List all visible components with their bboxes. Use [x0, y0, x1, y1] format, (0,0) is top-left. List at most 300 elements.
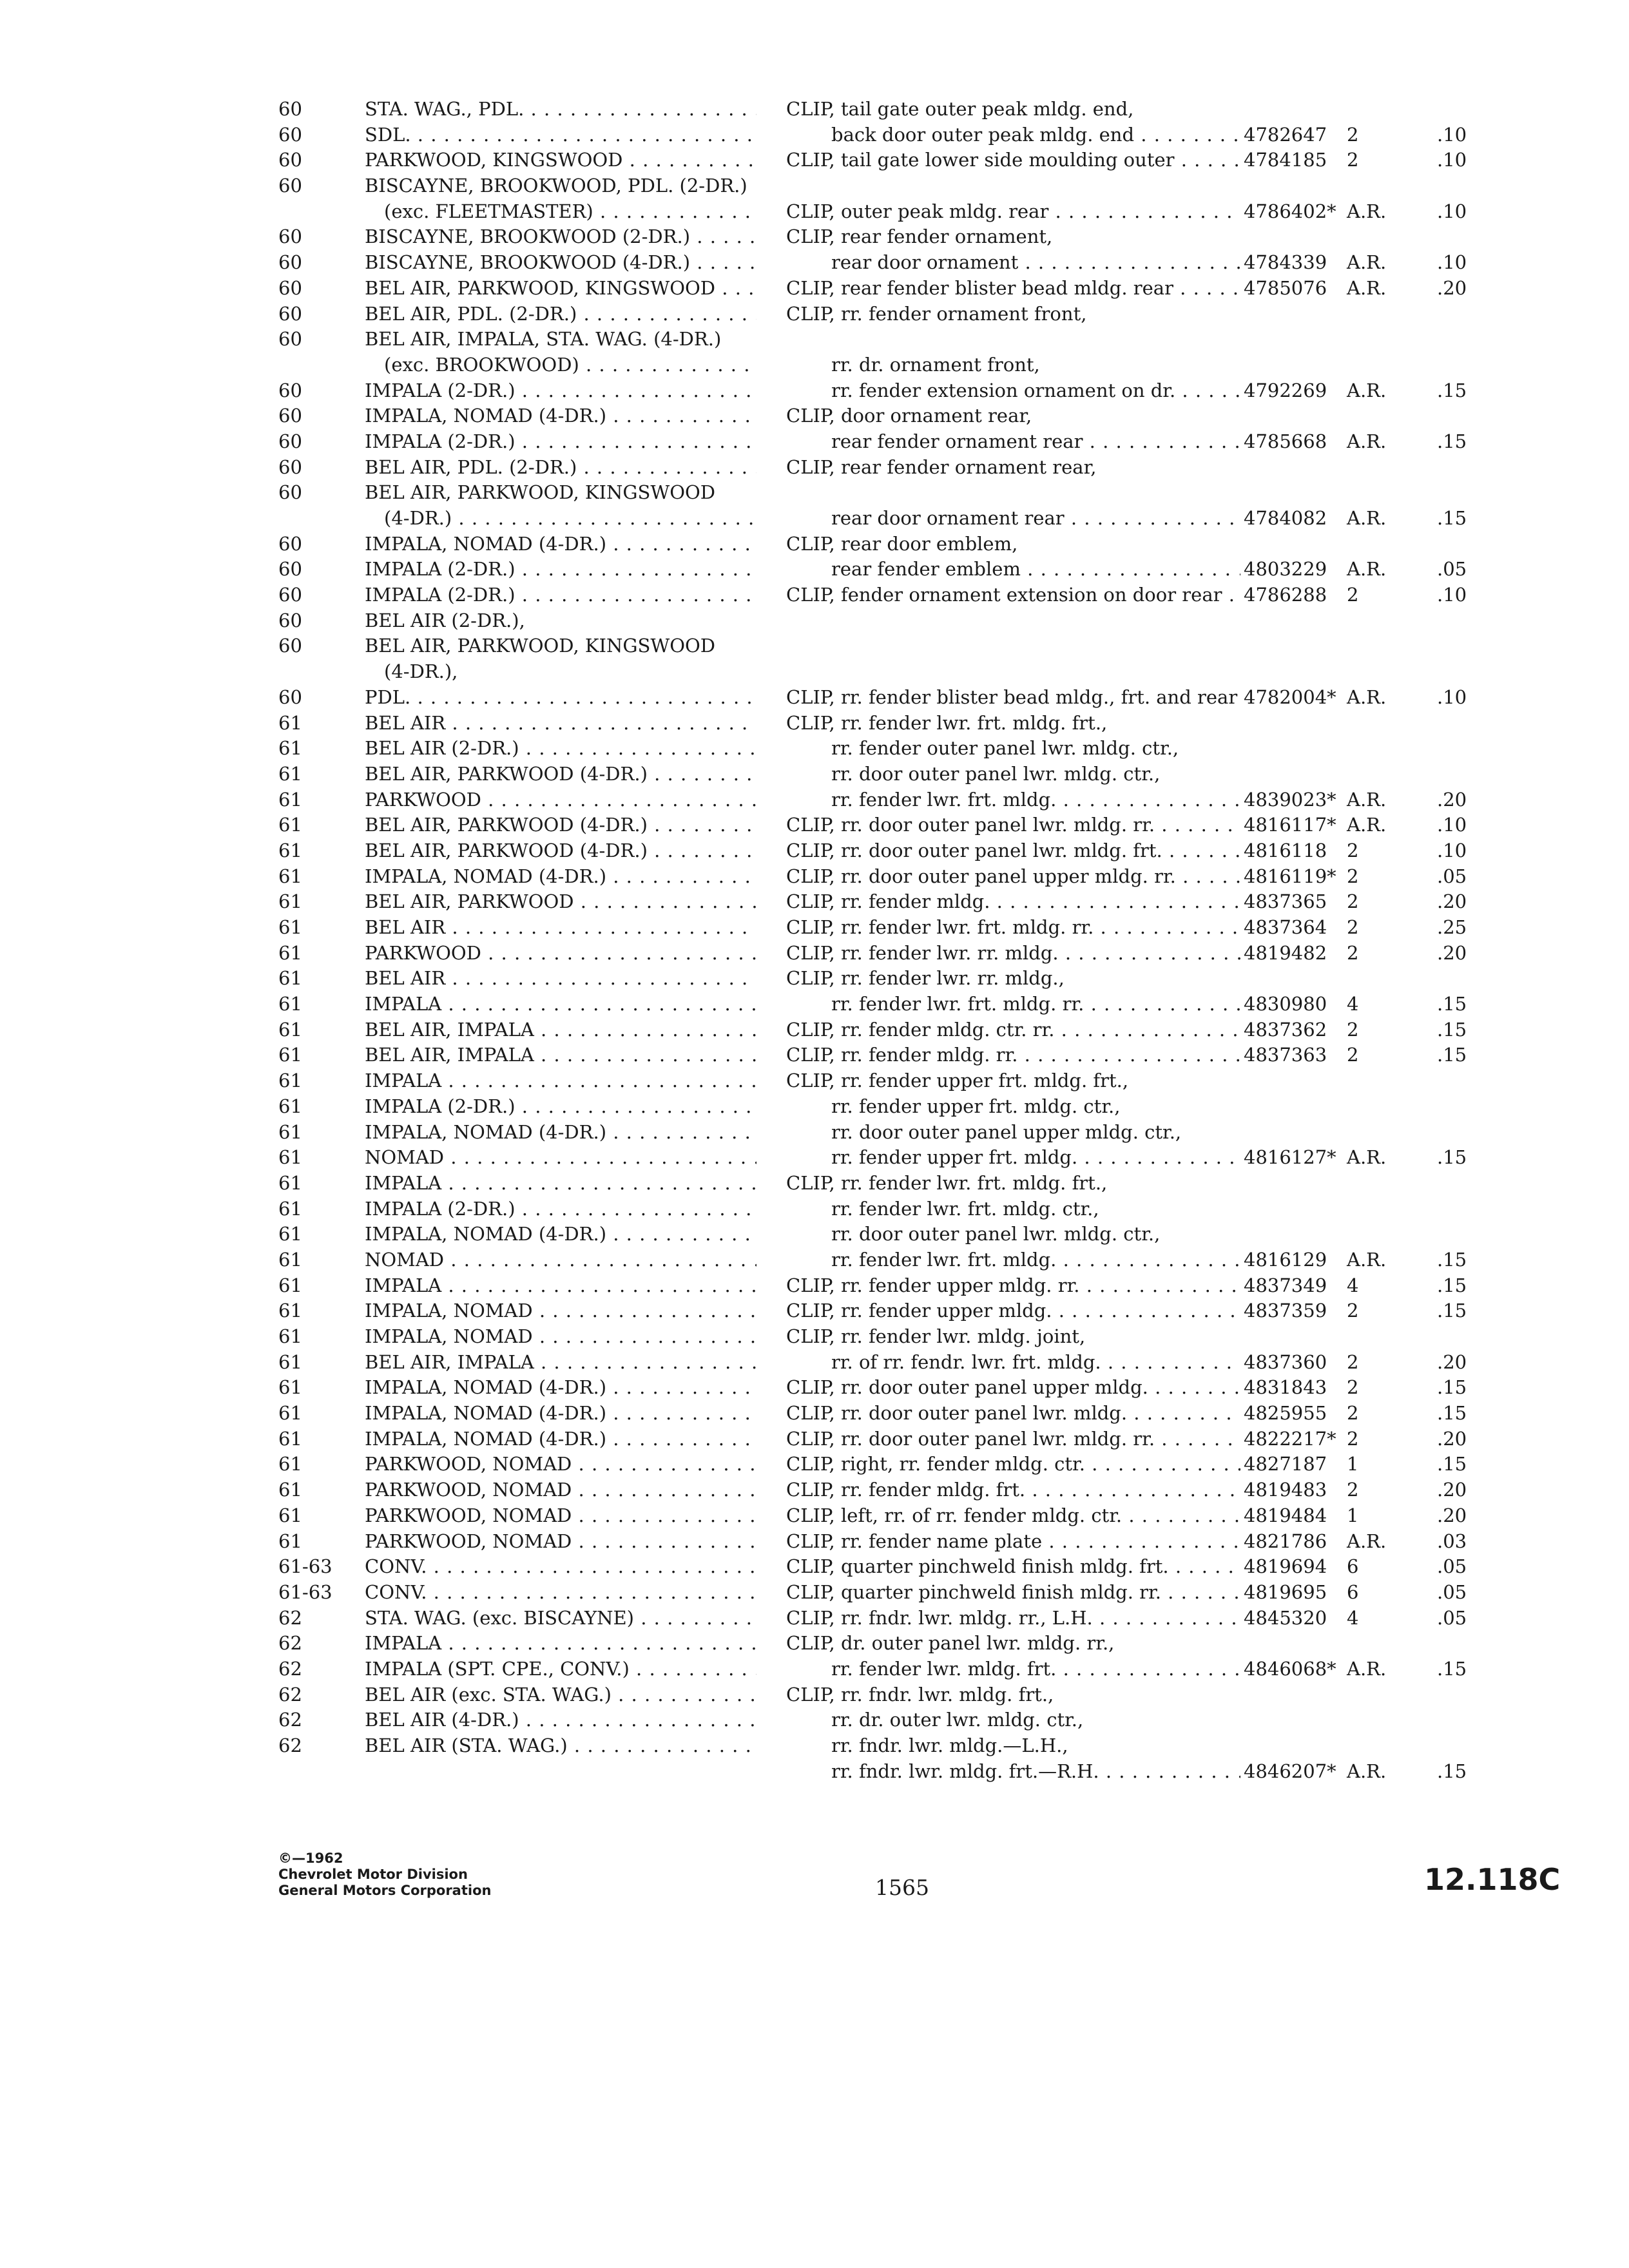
table-row: [0, 250, 1629, 276]
quantity-cell: 2: [1347, 1044, 1359, 1066]
price-cell: .15: [1437, 507, 1467, 529]
part-number-cell: 4784339: [1244, 251, 1327, 274]
description-cell: CLIP, rr. fender mldg. . . .: [786, 889, 1240, 915]
part-number-cell: 4784082: [1244, 507, 1327, 529]
table-row: [0, 966, 1629, 992]
model-cell: IMPALA (2-DR.) . . .: [365, 429, 757, 455]
copyright-year: ©—1962: [278, 1850, 343, 1866]
description-cell: CLIP, rr. fender ornament front,: [786, 302, 1087, 325]
quantity-cell: A.R.: [1347, 507, 1387, 529]
model-cell: IMPALA . . .: [365, 1273, 757, 1299]
model-cell: IMPALA, NOMAD (4-DR.) . . .: [365, 532, 757, 557]
table-row: [0, 148, 1629, 173]
quantity-cell: 2: [1347, 941, 1359, 964]
year-cell: 61: [278, 1402, 302, 1425]
quantity-cell: A.R.: [1347, 1248, 1387, 1271]
model-cell: BEL AIR . . .: [365, 915, 757, 941]
table-row: [0, 992, 1629, 1017]
part-number-cell: 4837362: [1244, 1018, 1327, 1041]
year-cell: 61-63: [278, 1555, 333, 1578]
quantity-cell: A.R.: [1347, 1760, 1387, 1782]
model-cell: BEL AIR, IMPALA . . .: [365, 1043, 757, 1068]
description-cell: rear fender ornament rear . . .: [831, 429, 1240, 455]
model-cell: BISCAYNE, BROOKWOOD (4-DR.) . . .: [365, 250, 757, 276]
quantity-cell: A.R.: [1347, 430, 1387, 452]
price-cell: .10: [1437, 584, 1467, 606]
description-cell: rr. fender upper frt. mldg. ctr.,: [831, 1095, 1121, 1117]
year-cell: 62: [278, 1735, 302, 1756]
model-cell: STA. WAG., PDL. . . .: [365, 97, 757, 122]
year-cell: 62: [278, 1632, 302, 1655]
description-cell: CLIP, dr. outer panel lwr. mldg. rr.,: [786, 1632, 1115, 1655]
part-number-cell: 4782004*: [1244, 686, 1336, 708]
table-row: [0, 787, 1629, 813]
model-cell: PARKWOOD, NOMAD . . .: [365, 1477, 757, 1503]
description-cell: CLIP, door ornament rear,: [786, 405, 1032, 427]
section-number: 12.118C: [1424, 1862, 1561, 1897]
quantity-cell: A.R.: [1347, 1146, 1387, 1169]
model-cell: CONV. . . .: [365, 1554, 757, 1580]
year-cell: 60: [278, 405, 302, 427]
description-cell: CLIP, rr. door outer panel lwr. mldg. frt. . . .: [786, 838, 1240, 864]
model-cell: CONV. . . .: [365, 1580, 757, 1606]
table-row: [0, 889, 1629, 915]
price-cell: .15: [1437, 1657, 1467, 1680]
description-cell: CLIP, rr. fender mldg. frt. . . .: [786, 1477, 1240, 1503]
model-cell: BEL AIR (STA. WAG.) . . .: [365, 1733, 757, 1759]
description-cell: CLIP, fender ornament extension on door rear . . .: [786, 582, 1240, 608]
quantity-cell: 4: [1347, 1274, 1359, 1296]
table-row: [0, 1171, 1629, 1196]
table-row: [0, 1529, 1629, 1555]
table-row: [0, 1375, 1629, 1401]
description-cell: CLIP, rr. fender mldg. ctr. rr. . . .: [786, 1017, 1240, 1043]
table-row: [0, 429, 1629, 455]
description-cell: CLIP, quarter pinchweld finish mldg. frt. . . .: [786, 1554, 1240, 1580]
year-cell: 61: [278, 1070, 302, 1092]
table-row: [0, 1477, 1629, 1503]
quantity-cell: 6: [1347, 1555, 1359, 1578]
part-number-cell: 4792269: [1244, 379, 1327, 401]
year-cell: 60: [278, 609, 302, 631]
price-cell: .05: [1437, 1606, 1467, 1629]
model-cell: BEL AIR (4-DR.) . . .: [365, 1707, 757, 1733]
table-row: [0, 1631, 1629, 1657]
description-cell: CLIP, rr. door outer panel lwr. mldg. . . .: [786, 1401, 1240, 1427]
table-row: [0, 352, 1629, 378]
model-cell: PARKWOOD, NOMAD . . .: [365, 1529, 757, 1555]
model-cell: BEL AIR, PARKWOOD (4-DR.) . . .: [365, 762, 757, 787]
table-row: [0, 582, 1629, 608]
price-cell: .03: [1437, 1530, 1467, 1552]
price-cell: .05: [1437, 1581, 1467, 1603]
year-cell: 61: [278, 1530, 302, 1552]
model-cell: IMPALA (2-DR.) . . .: [365, 557, 757, 582]
part-number-cell: 4816129: [1244, 1248, 1327, 1271]
table-row: [0, 1196, 1629, 1222]
price-cell: .10: [1437, 149, 1467, 171]
model-cell: (4-DR.) . . .: [384, 506, 757, 532]
model-cell: PARKWOOD, NOMAD . . .: [365, 1452, 757, 1477]
part-number-cell: 4816118: [1244, 839, 1327, 861]
table-row: [0, 736, 1629, 762]
quantity-cell: 2: [1347, 1018, 1359, 1041]
year-cell: 60: [278, 430, 302, 452]
year-cell: 61: [278, 1018, 302, 1041]
model-cell: PARKWOOD . . .: [365, 941, 757, 966]
model-cell: IMPALA, NOMAD (4-DR.) . . .: [365, 1401, 757, 1427]
description-cell: CLIP, rear fender blister bead mldg. rear . . .: [786, 276, 1240, 302]
table-row: [0, 633, 1629, 659]
division-name: Chevrolet Motor Division: [278, 1867, 468, 1882]
description-cell: rear door ornament rear . . .: [831, 506, 1240, 532]
price-cell: .15: [1437, 1402, 1467, 1425]
description-cell: rr. door outer panel lwr. mldg. ctr.,: [831, 762, 1161, 785]
part-number-cell: 4785076: [1244, 276, 1327, 299]
table-row: [0, 1145, 1629, 1171]
description-cell: rr. fender extension ornament on dr. . . .: [831, 378, 1240, 404]
year-cell: 62: [278, 1657, 302, 1680]
model-cell: STA. WAG. (exc. BISCAYNE) . . .: [365, 1606, 757, 1631]
part-number-cell: 4785668: [1244, 430, 1327, 452]
year-cell: 60: [278, 123, 302, 146]
part-number-cell: 4816117*: [1244, 814, 1336, 836]
part-number-cell: 4837360: [1244, 1350, 1327, 1373]
table-row: [0, 1273, 1629, 1299]
price-cell: .05: [1437, 865, 1467, 887]
year-cell: 61: [278, 1427, 302, 1450]
part-number-cell: 4819695: [1244, 1581, 1327, 1603]
description-cell: CLIP, rr. door outer panel upper mldg. . . .: [786, 1375, 1240, 1401]
year-cell: 61: [278, 762, 302, 785]
description-cell: CLIP, rr. fender blister bead mldg., frt. and rear . . .: [786, 685, 1240, 711]
quantity-cell: 4: [1347, 993, 1359, 1015]
year-cell: 60: [278, 532, 302, 555]
price-cell: .20: [1437, 1427, 1467, 1450]
price-cell: .20: [1437, 890, 1467, 913]
part-number-cell: 4837359: [1244, 1300, 1327, 1322]
model-cell: BEL AIR, PDL. (2-DR.) . . .: [365, 302, 757, 327]
model-cell: BEL AIR, PARKWOOD . . .: [365, 889, 757, 915]
quantity-cell: 1: [1347, 1453, 1359, 1475]
year-cell: 61: [278, 1146, 302, 1169]
year-cell: 60: [278, 481, 302, 504]
description-cell: CLIP, right, rr. fender mldg. ctr. . . .: [786, 1452, 1240, 1477]
description-cell: rr. fender lwr. frt. mldg. rr. . . .: [831, 992, 1240, 1017]
table-row: [0, 1554, 1629, 1580]
table-row: [0, 941, 1629, 966]
year-cell: 60: [278, 635, 302, 657]
table-row: [0, 199, 1629, 225]
price-cell: .10: [1437, 123, 1467, 146]
table-row: [0, 557, 1629, 582]
table-row: [0, 1682, 1629, 1708]
description-cell: rr. dr. outer lwr. mldg. ctr.,: [831, 1709, 1084, 1731]
quantity-cell: A.R.: [1347, 1530, 1387, 1552]
table-row: [0, 1222, 1629, 1247]
copyright-block: [278, 1850, 491, 1899]
description-cell: rear door ornament . . .: [831, 250, 1240, 276]
price-cell: .10: [1437, 251, 1467, 274]
table-row: [0, 1068, 1629, 1094]
table-row: [0, 1733, 1629, 1759]
model-cell: IMPALA, NOMAD (4-DR.) . . .: [365, 1375, 757, 1401]
model-cell: SDL. . . .: [365, 122, 757, 148]
table-row: [0, 762, 1629, 787]
model-cell: BEL AIR, PARKWOOD (4-DR.) . . .: [365, 812, 757, 838]
table-row: [0, 455, 1629, 481]
year-cell: 61: [278, 1044, 302, 1066]
table-row: [0, 1094, 1629, 1120]
year-cell: 60: [278, 302, 302, 325]
description-cell: rr. fender upper frt. mldg. . . .: [831, 1145, 1240, 1171]
price-cell: .05: [1437, 558, 1467, 581]
table-row: [0, 1043, 1629, 1068]
description-cell: rr. fender lwr. mldg. frt. . . .: [831, 1657, 1240, 1682]
quantity-cell: 1: [1347, 1504, 1359, 1526]
table-row: [0, 608, 1629, 634]
model-cell: BEL AIR, IMPALA . . .: [365, 1350, 757, 1376]
price-cell: .15: [1437, 379, 1467, 401]
model-cell: IMPALA, NOMAD (4-DR.) . . .: [365, 1427, 757, 1452]
description-cell: CLIP, outer peak mldg. rear . . .: [786, 199, 1240, 225]
model-cell: BEL AIR, IMPALA, STA. WAG. (4-DR.): [365, 328, 722, 351]
price-cell: .15: [1437, 1453, 1467, 1475]
description-cell: CLIP, rr. fndr. lwr. mldg. frt.,: [786, 1683, 1054, 1706]
price-cell: .10: [1437, 686, 1467, 708]
model-cell: (exc. BROOKWOOD) . . .: [384, 352, 757, 378]
table-row: [0, 302, 1629, 327]
table-row: [0, 1120, 1629, 1146]
year-cell: 61: [278, 814, 302, 836]
table-row: [0, 173, 1629, 199]
part-number-cell: 4837365: [1244, 890, 1327, 913]
year-cell: 61: [278, 1479, 302, 1501]
quantity-cell: 2: [1347, 1376, 1359, 1399]
corporation-name: General Motors Corporation: [278, 1883, 492, 1898]
part-number-cell: 4819483: [1244, 1479, 1327, 1501]
part-number-cell: 4830980: [1244, 993, 1327, 1015]
part-number-cell: 4831843: [1244, 1376, 1327, 1399]
year-cell: 61: [278, 916, 302, 938]
description-cell: rr. fender lwr. frt. mldg. . . .: [831, 1247, 1240, 1273]
model-cell: IMPALA, NOMAD (4-DR.) . . .: [365, 1222, 757, 1247]
year-cell: 61: [278, 1197, 302, 1220]
quantity-cell: 2: [1347, 916, 1359, 938]
model-cell: BEL AIR, IMPALA . . .: [365, 1017, 757, 1043]
description-cell: rr. door outer panel upper mldg. ctr.,: [831, 1120, 1182, 1143]
description-cell: CLIP, tail gate outer peak mldg. end,: [786, 98, 1134, 120]
table-row: [0, 480, 1629, 506]
model-cell: BEL AIR, PARKWOOD, KINGSWOOD: [365, 635, 716, 657]
table-row: [0, 838, 1629, 864]
quantity-cell: 2: [1347, 1300, 1359, 1322]
description-cell: rr. dr. ornament front,: [831, 353, 1040, 376]
model-cell: IMPALA, NOMAD (4-DR.) . . .: [365, 1120, 757, 1146]
year-cell: 60: [278, 251, 302, 274]
description-cell: rr. fender lwr. frt. mldg. . . .: [831, 787, 1240, 813]
description-cell: rr. fndr. lwr. mldg. frt.—R.H. . . .: [831, 1759, 1240, 1785]
part-number-cell: 4819484: [1244, 1504, 1327, 1526]
model-cell: NOMAD . . .: [365, 1145, 757, 1171]
table-row: [0, 659, 1629, 685]
part-number-cell: 4837349: [1244, 1274, 1327, 1296]
model-cell: IMPALA (2-DR.) . . .: [365, 1094, 757, 1120]
price-cell: .15: [1437, 993, 1467, 1015]
year-cell: 61: [278, 967, 302, 990]
description-cell: rr. of rr. fendr. lwr. frt. mldg. . . .: [831, 1350, 1240, 1376]
table-row: [0, 506, 1629, 532]
description-cell: CLIP, rr. fender lwr. mldg. joint,: [786, 1325, 1086, 1347]
model-cell: (4-DR.),: [384, 660, 458, 683]
year-cell: 61: [278, 1171, 302, 1194]
table-row: [0, 1427, 1629, 1452]
table-row: [0, 224, 1629, 250]
quantity-cell: 2: [1347, 123, 1359, 146]
year-cell: 60: [278, 226, 302, 248]
description-cell: CLIP, rr. fender mldg. rr. . . .: [786, 1043, 1240, 1068]
description-cell: CLIP, tail gate lower side moulding outer . . .: [786, 148, 1240, 173]
model-cell: BEL AIR . . .: [365, 711, 757, 736]
year-cell: 61: [278, 1223, 302, 1245]
model-cell: IMPALA, NOMAD (4-DR.) . . .: [365, 403, 757, 429]
table-row: [0, 378, 1629, 404]
quantity-cell: A.R.: [1347, 379, 1387, 401]
part-number-cell: 4822217*: [1244, 1427, 1336, 1450]
parts-list: [0, 97, 1629, 1784]
part-number-cell: 4784185: [1244, 149, 1327, 171]
year-cell: 60: [278, 276, 302, 299]
description-cell: back door outer peak mldg. end . . .: [831, 122, 1240, 148]
quantity-cell: A.R.: [1347, 558, 1387, 581]
part-number-cell: 4825955: [1244, 1402, 1327, 1425]
model-cell: BEL AIR, PARKWOOD (4-DR.) . . .: [365, 838, 757, 864]
table-row: [0, 1503, 1629, 1529]
description-cell: CLIP, rr. fender lwr. frt. mldg. frt.,: [786, 711, 1108, 734]
table-row: [0, 1606, 1629, 1631]
model-cell: IMPALA (2-DR.) . . .: [365, 378, 757, 404]
price-cell: .25: [1437, 916, 1467, 938]
description-cell: CLIP, rr. fender lwr. frt. mldg. frt.,: [786, 1171, 1108, 1194]
model-cell: IMPALA, NOMAD . . .: [365, 1324, 757, 1350]
model-cell: IMPALA, NOMAD (4-DR.) . . .: [365, 864, 757, 890]
description-cell: CLIP, rear fender ornament rear,: [786, 456, 1097, 478]
year-cell: 62: [278, 1683, 302, 1706]
description-cell: CLIP, left, rr. of rr. fender mldg. ctr. . . .: [786, 1503, 1240, 1529]
part-number-cell: 4803229: [1244, 558, 1327, 581]
model-cell: BISCAYNE, BROOKWOOD (2-DR.) . . .: [365, 224, 757, 250]
year-cell: 61: [278, 1274, 302, 1296]
quantity-cell: A.R.: [1347, 788, 1387, 811]
price-cell: .20: [1437, 276, 1467, 299]
quantity-cell: 2: [1347, 839, 1359, 861]
part-number-cell: 4819482: [1244, 941, 1327, 964]
year-cell: 61: [278, 1248, 302, 1271]
price-cell: .15: [1437, 1376, 1467, 1399]
year-cell: 62: [278, 1606, 302, 1629]
quantity-cell: A.R.: [1347, 251, 1387, 274]
page-number: 1565: [875, 1875, 929, 1900]
table-row: [0, 1247, 1629, 1273]
description-cell: rr. door outer panel lwr. mldg. ctr.,: [831, 1223, 1161, 1245]
table-row: [0, 685, 1629, 711]
quantity-cell: 2: [1347, 1402, 1359, 1425]
description-cell: CLIP, rr. fender lwr. frt. mldg. rr. . . .: [786, 915, 1240, 941]
price-cell: .10: [1437, 814, 1467, 836]
year-cell: 61: [278, 839, 302, 861]
year-cell: 60: [278, 686, 302, 708]
price-cell: .10: [1437, 839, 1467, 861]
table-row: [0, 1298, 1629, 1324]
table-row: [0, 403, 1629, 429]
part-number-cell: 4845320: [1244, 1606, 1327, 1629]
description-cell: CLIP, rr. door outer panel lwr. mldg. rr. . . .: [786, 1427, 1240, 1452]
year-cell: 60: [278, 584, 302, 606]
table-row: [0, 1452, 1629, 1477]
table-row: [0, 327, 1629, 352]
price-cell: .20: [1437, 1479, 1467, 1501]
quantity-cell: A.R.: [1347, 200, 1387, 222]
description-cell: CLIP, rr. fender upper mldg. rr. . . .: [786, 1273, 1240, 1299]
price-cell: .15: [1437, 430, 1467, 452]
table-row: [0, 1580, 1629, 1606]
description-cell: CLIP, rear fender ornament,: [786, 226, 1053, 248]
year-cell: 61: [278, 1350, 302, 1373]
quantity-cell: 6: [1347, 1581, 1359, 1603]
year-cell: 62: [278, 1709, 302, 1731]
quantity-cell: 2: [1347, 584, 1359, 606]
quantity-cell: A.R.: [1347, 814, 1387, 836]
year-cell: 60: [278, 175, 302, 197]
table-row: [0, 1657, 1629, 1682]
year-cell: 61-63: [278, 1581, 333, 1603]
table-row: [0, 915, 1629, 941]
table-row: [0, 1017, 1629, 1043]
year-cell: 61: [278, 1376, 302, 1399]
year-cell: 60: [278, 98, 302, 120]
price-cell: .15: [1437, 1248, 1467, 1271]
table-row: [0, 122, 1629, 148]
model-cell: IMPALA, NOMAD . . .: [365, 1298, 757, 1324]
quantity-cell: 2: [1347, 1479, 1359, 1501]
year-cell: 61: [278, 1325, 302, 1347]
model-cell: PARKWOOD . . .: [365, 787, 757, 813]
model-cell: IMPALA (2-DR.) . . .: [365, 582, 757, 608]
model-cell: (exc. FLEETMASTER) . . .: [384, 199, 757, 225]
description-cell: CLIP, rr. fender lwr. rr. mldg. . . .: [786, 941, 1240, 966]
model-cell: NOMAD . . .: [365, 1247, 757, 1273]
description-cell: CLIP, quarter pinchweld finish mldg. rr. . . .: [786, 1580, 1240, 1606]
description-cell: CLIP, rr. fender name plate . . .: [786, 1529, 1240, 1555]
table-row: [0, 864, 1629, 890]
model-cell: BISCAYNE, BROOKWOOD, PDL. (2-DR.): [365, 175, 747, 197]
model-cell: BEL AIR, PARKWOOD, KINGSWOOD: [365, 481, 716, 504]
description-cell: rear fender emblem . . .: [831, 557, 1240, 582]
year-cell: 60: [278, 379, 302, 401]
year-cell: 61: [278, 993, 302, 1015]
quantity-cell: 4: [1347, 1606, 1359, 1629]
table-row: [0, 97, 1629, 122]
table-row: [0, 1707, 1629, 1733]
description-cell: rr. fndr. lwr. mldg.—L.H.,: [831, 1735, 1068, 1756]
quantity-cell: A.R.: [1347, 1657, 1387, 1680]
year-cell: 60: [278, 149, 302, 171]
part-number-cell: 4816119*: [1244, 865, 1336, 887]
description-cell: CLIP, rr. fender lwr. rr. mldg.,: [786, 967, 1065, 990]
part-number-cell: 4786288: [1244, 584, 1327, 606]
price-cell: .20: [1437, 941, 1467, 964]
model-cell: BEL AIR, PDL. (2-DR.) . . .: [365, 455, 757, 481]
